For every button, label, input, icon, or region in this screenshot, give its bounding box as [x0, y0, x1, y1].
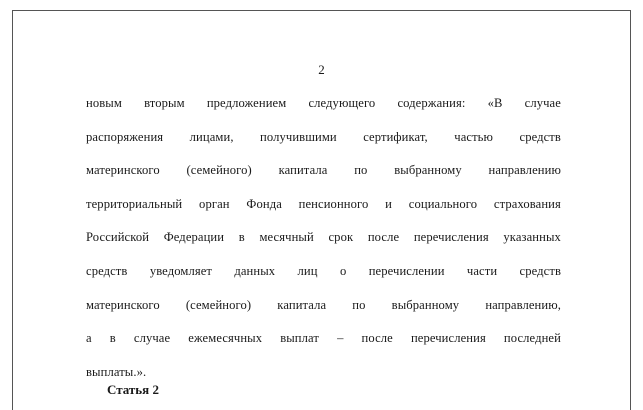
word: перечисления — [413, 230, 489, 245]
document-page — [12, 10, 631, 410]
word: уведомляет — [149, 263, 213, 278]
word: срок — [328, 230, 354, 245]
text-line — [86, 296, 561, 330]
page-number: 2 — [318, 62, 325, 77]
word: социального — [408, 196, 478, 211]
word: части — [466, 263, 498, 278]
word: средств — [519, 263, 561, 278]
text-line — [86, 228, 561, 262]
word: (семейного) — [185, 297, 252, 312]
word: материнского — [86, 297, 160, 312]
word: указанных — [503, 230, 561, 245]
word: материнского — [86, 163, 160, 178]
word: страхования — [493, 196, 561, 211]
word: после — [367, 230, 400, 245]
word: направлению — [488, 163, 561, 178]
word: Фонда — [246, 196, 282, 211]
word: Российской — [86, 230, 150, 245]
word: частью — [454, 129, 494, 144]
word: вторым — [144, 96, 185, 110]
word: получившими — [260, 129, 337, 144]
word: капитала — [278, 163, 328, 178]
word: распоряжения — [86, 129, 164, 144]
word: предложением — [206, 96, 287, 110]
word: выплаты.». — [86, 364, 147, 379]
word: новым — [86, 96, 122, 110]
word: по — [354, 163, 368, 178]
word: последней — [503, 331, 561, 346]
word: случае — [524, 96, 561, 110]
word: сертификат, — [363, 129, 428, 144]
word: следующего — [308, 96, 376, 110]
word: выплат — [280, 331, 320, 346]
word: о — [339, 263, 347, 278]
word: выбранному — [394, 163, 462, 178]
word: месячный — [259, 230, 314, 245]
word: средств — [519, 129, 561, 144]
article-heading: Статья 2 — [107, 382, 159, 397]
text-line — [86, 195, 561, 229]
word: перечисления — [410, 331, 486, 346]
word: по — [352, 297, 366, 312]
word: капитала — [277, 297, 327, 312]
word: – — [337, 331, 344, 346]
text-line — [86, 161, 561, 195]
text-line — [86, 262, 561, 296]
word: Федерации — [163, 230, 225, 245]
text-line — [86, 329, 561, 363]
word: данных — [234, 263, 276, 278]
body-paragraph — [86, 94, 561, 396]
word: средств — [86, 263, 128, 278]
word: перечислении — [368, 263, 445, 278]
word: выбранному — [391, 297, 460, 312]
word: лицами, — [189, 129, 234, 144]
word: а — [86, 331, 92, 346]
word: ежемесячных — [188, 331, 263, 346]
word: содержания: — [397, 96, 466, 110]
text-line — [86, 128, 561, 162]
text-line — [86, 94, 561, 128]
word: после — [361, 331, 393, 346]
word: случае — [133, 331, 171, 346]
word: в — [109, 331, 116, 346]
word: пенсионного — [298, 196, 369, 211]
word: лиц — [297, 263, 318, 278]
word: орган — [199, 196, 230, 211]
word: территориальный — [86, 196, 183, 211]
word: (семейного) — [186, 163, 252, 178]
word: и — [385, 196, 392, 211]
word: в — [238, 230, 245, 245]
word: «В — [487, 96, 503, 110]
word: направлению, — [485, 297, 561, 312]
